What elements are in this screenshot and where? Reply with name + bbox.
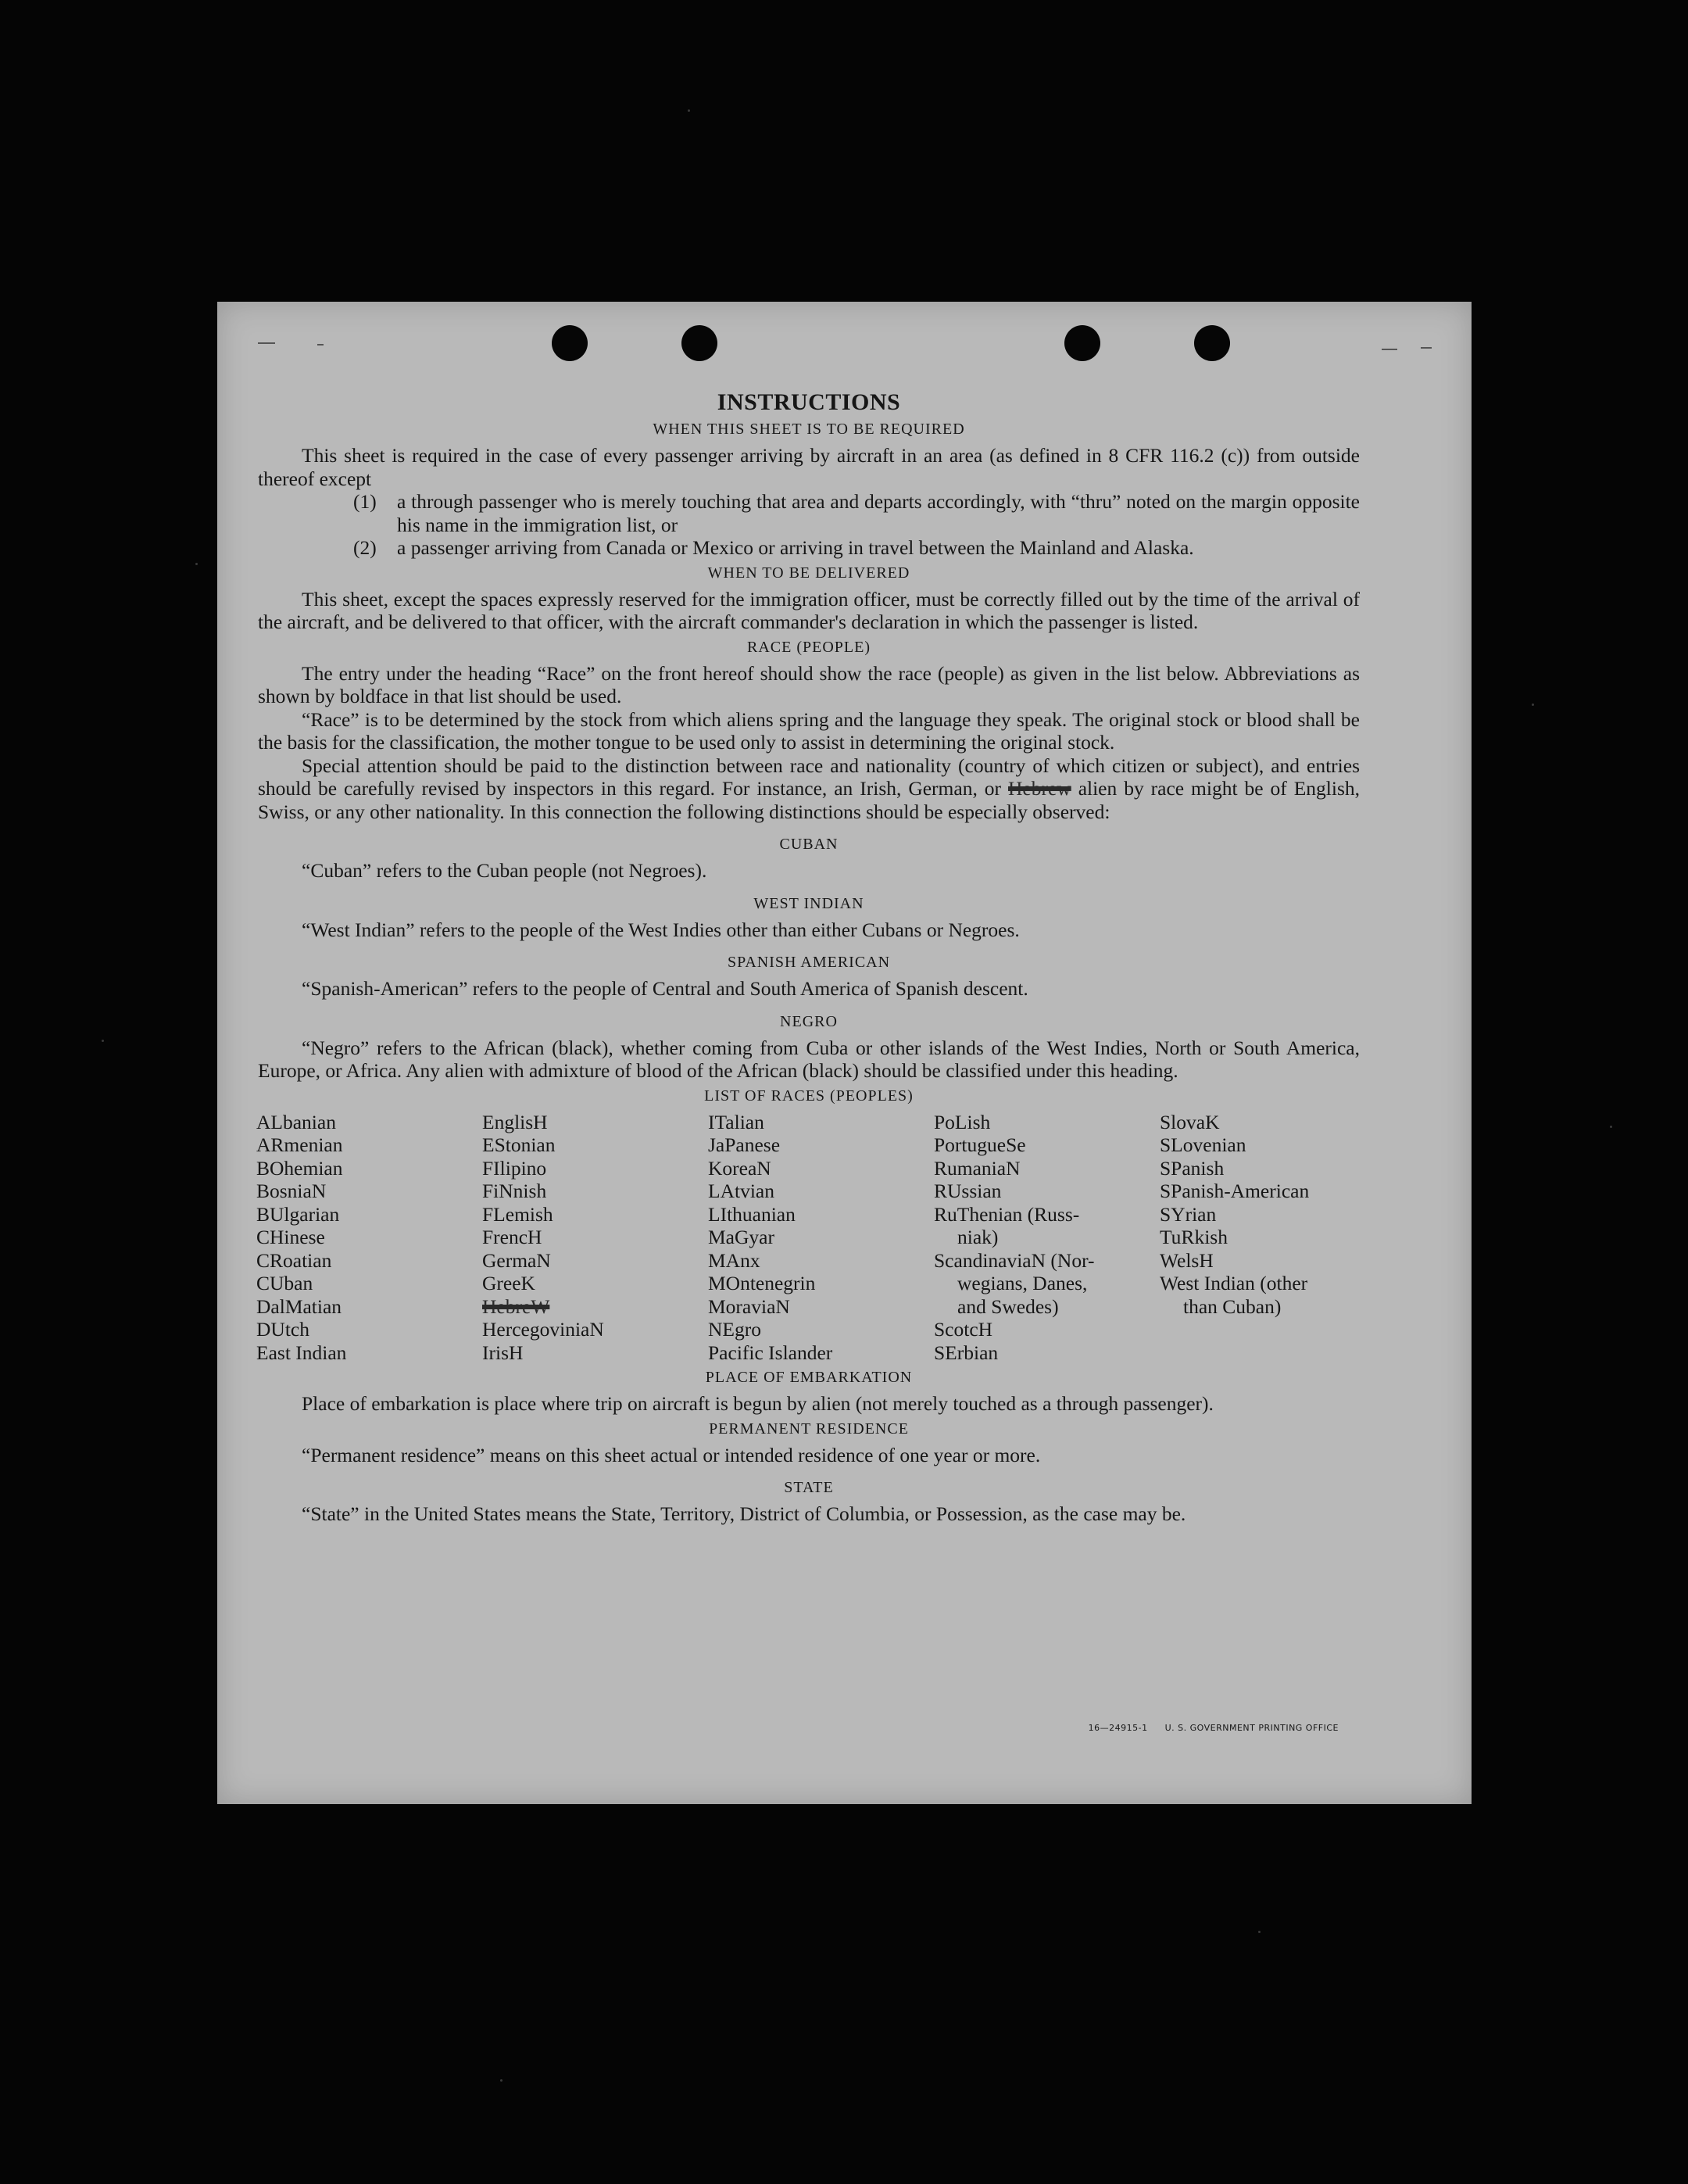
races-column-2	[482, 1111, 708, 1365]
struck-word: Hebrew	[1008, 777, 1071, 800]
item-text: a through passenger who is merely touching that area and departs accordingly, with “thru” noted on the margin opposite his name in the immigration list, or	[397, 490, 1360, 536]
west-indian-text: “West Indian” refers to the people of the West Indies other than either Cubans or Negroes.	[302, 918, 1020, 941]
race-entry: CUban	[256, 1272, 313, 1294]
margin-mark	[1421, 347, 1432, 349]
margin-mark	[258, 342, 275, 344]
heading-cuban: CUBAN	[779, 836, 839, 853]
race-entry: LAtvian	[708, 1180, 774, 1202]
item-number: (1)	[353, 490, 377, 513]
heading-when-delivered: WHEN TO BE DELIVERED	[707, 564, 910, 582]
race-entry: ITalian	[708, 1110, 764, 1133]
spanish-american-text: “Spanish-American” refers to the people of Central and South America of Spanish descent.	[302, 977, 1028, 1000]
page-title: INSTRUCTIONS	[717, 389, 901, 415]
race-entry: MoraviaN	[708, 1294, 790, 1318]
punch-hole	[1194, 325, 1230, 361]
race-entry: GermaN	[482, 1248, 551, 1272]
race-entry: BosniaN	[256, 1180, 327, 1202]
race-entry: Pacific Islander	[708, 1341, 833, 1364]
document-sheet	[217, 302, 1472, 1804]
race-entry: RUssian	[934, 1180, 1002, 1202]
state-text: “State” in the United States means the State, Territory, District of Columbia, or Possession, as the case may be.	[302, 1502, 1186, 1525]
embarkation-text: Place of embarkation is place where trip on aircraft is begun by alien (not merely touched as a through passenger).	[302, 1392, 1214, 1415]
race-entry: IrisH	[482, 1341, 524, 1364]
margin-mark	[317, 344, 324, 346]
printer-imprint: U. S. GOVERNMENT PRINTING OFFICE	[1164, 1723, 1339, 1733]
race-entry: DalMatian	[256, 1294, 342, 1318]
race-entry: ARmenian	[256, 1133, 343, 1156]
race-entry: ScotcH	[934, 1318, 993, 1341]
background-speck	[102, 1040, 104, 1042]
negro-text: “Negro” refers to the African (black), whether coming from Cuba or other islands of the West Indies, North or South America, Europe, or Africa. Any alien with admixture of blood of the African (black) should be classified under this heading.	[258, 1036, 1360, 1082]
race-entry: MOntenegrin	[708, 1272, 816, 1294]
form-number: 16—24915-1	[1088, 1723, 1148, 1733]
heading-embarkation: PLACE OF EMBARKATION	[705, 1369, 913, 1386]
permanent-residence-text: “Permanent residence” means on this sheet actual or intended residence of one year or more.	[302, 1443, 1041, 1466]
heading-when-required: WHEN THIS SHEET IS TO BE REQUIRED	[653, 421, 965, 438]
race-entry: SPanish-American	[1160, 1180, 1310, 1202]
printer-footer	[1089, 1723, 1339, 1733]
background-speck	[1532, 704, 1534, 706]
race-paragraph-3-start: Special attention should be paid to the distinction between race and nationality (country of which citizen or subject), and entries should be carefully revised by inspectors in this regard. For instance, an Irish, German, or	[258, 754, 1360, 800]
item-number: (2)	[353, 536, 377, 559]
race-entry: EStonian	[482, 1133, 556, 1156]
race-entry: DUtch	[256, 1318, 309, 1341]
background-speck	[195, 563, 198, 565]
exception-item	[353, 490, 1360, 536]
race-entry: EnglisH	[482, 1110, 548, 1133]
race-entry: RumaniaN	[934, 1156, 1021, 1180]
race-entry: FrencH	[482, 1226, 542, 1248]
heading-race: RACE (PEOPLE)	[747, 638, 871, 656]
punch-hole	[681, 325, 717, 361]
heading-negro: NEGRO	[780, 1012, 838, 1030]
punch-hole	[552, 325, 588, 361]
item-text: a passenger arriving from Canada or Mexico or arriving in travel between the Mainland and Alaska.	[397, 536, 1194, 559]
when-required-intro: This sheet is required in the case of every passenger arriving by aircraft in an area (as defined in 8 CFR 116.2 (c)) from outside thereof except	[258, 444, 1360, 490]
race-entry: JaPanese	[708, 1133, 781, 1156]
race-entry: PoLish	[934, 1110, 991, 1133]
race-entry: CRoatian	[256, 1248, 332, 1272]
race-entry: WelsH	[1160, 1248, 1214, 1272]
race-entry: SPanish	[1160, 1156, 1225, 1180]
margin-mark	[1382, 349, 1397, 350]
race-paragraph-3	[258, 754, 1360, 824]
race-entry: ALbanian	[256, 1110, 336, 1133]
background-speck	[1258, 1931, 1261, 1933]
race-entry: ScandinaviaN (Nor-	[934, 1248, 1095, 1272]
race-entry: BOhemian	[256, 1156, 343, 1180]
exception-item	[353, 536, 1360, 560]
race-entry-continuation: niak)	[957, 1226, 999, 1248]
race-entry-continuation: wegians, Danes,	[957, 1272, 1088, 1294]
races-column-4	[934, 1111, 1160, 1365]
race-entry: HercegoviniaN	[482, 1318, 604, 1341]
race-entry-struck: HebreW	[482, 1294, 550, 1318]
race-entry: BUlgarian	[256, 1202, 340, 1226]
race-entry-continuation: than Cuban)	[1183, 1294, 1282, 1318]
race-entry: SlovaK	[1160, 1110, 1220, 1133]
race-entry: West Indian (other	[1160, 1272, 1308, 1294]
race-entry: East Indian	[256, 1341, 347, 1364]
race-entry: MaGyar	[708, 1226, 774, 1248]
race-entry: NEgro	[708, 1318, 761, 1341]
race-entry: FiNnish	[482, 1180, 547, 1202]
race-entry: GreeK	[482, 1272, 535, 1294]
when-delivered-text: This sheet, except the spaces expressly reserved for the immigration officer, must be correctly filled out by the time of the arrival of the aircraft, and be delivered to that officer, with the aircraft commander's declaration in which the passenger is listed.	[258, 587, 1360, 633]
race-entry: SLovenian	[1160, 1133, 1246, 1156]
race-entry: TuRkish	[1160, 1226, 1228, 1248]
background-speck	[1610, 1126, 1612, 1128]
races-list	[256, 1111, 1360, 1365]
race-entry: KoreaN	[708, 1156, 771, 1180]
race-entry: FIlipino	[482, 1156, 547, 1180]
heading-permanent-residence: PERMANENT RESIDENCE	[709, 1420, 909, 1438]
races-column-1	[256, 1111, 482, 1365]
heading-spanish-american: SPANISH AMERICAN	[727, 954, 891, 971]
race-entry: PortugueSe	[934, 1133, 1026, 1156]
race-entry: MAnx	[708, 1248, 760, 1272]
race-paragraph-2: “Race” is to be determined by the stock from which aliens spring and the language they speak. The original stock or blood shall be the basis for the classification, the mother tongue to be used only to assist in determining the original stock.	[258, 707, 1360, 754]
cuban-text: “Cuban” refers to the Cuban people (not Negroes).	[302, 859, 707, 882]
heading-list-of-races: LIST OF RACES (PEOPLES)	[704, 1087, 914, 1105]
background-speck	[688, 109, 690, 112]
race-entry: RuThenian (Russ-	[934, 1202, 1080, 1226]
race-entry: SErbian	[934, 1341, 999, 1364]
races-column-3	[708, 1111, 934, 1365]
background-speck	[500, 2079, 502, 2082]
punch-hole	[1064, 325, 1100, 361]
race-entry: CHinese	[256, 1226, 325, 1248]
race-entry-continuation: and Swedes)	[957, 1294, 1059, 1318]
race-entry: LIthuanian	[708, 1202, 796, 1226]
instructions-content	[258, 389, 1360, 1526]
race-entry: FLemish	[482, 1202, 553, 1226]
heading-west-indian: WEST INDIAN	[753, 894, 864, 912]
race-entry: SYrian	[1160, 1202, 1217, 1226]
races-column-5	[1160, 1111, 1386, 1365]
race-paragraph-3-end: alien by race might be of English, Swiss, or any other nationality. In this connection the following distinctions should be especially observed:	[258, 777, 1361, 823]
race-paragraph-1: The entry under the heading “Race” on the front hereof should show the race (people) as given in the list below. Abbreviations as shown by boldface in that list should be used.	[258, 661, 1360, 707]
heading-state: STATE	[784, 1479, 834, 1496]
